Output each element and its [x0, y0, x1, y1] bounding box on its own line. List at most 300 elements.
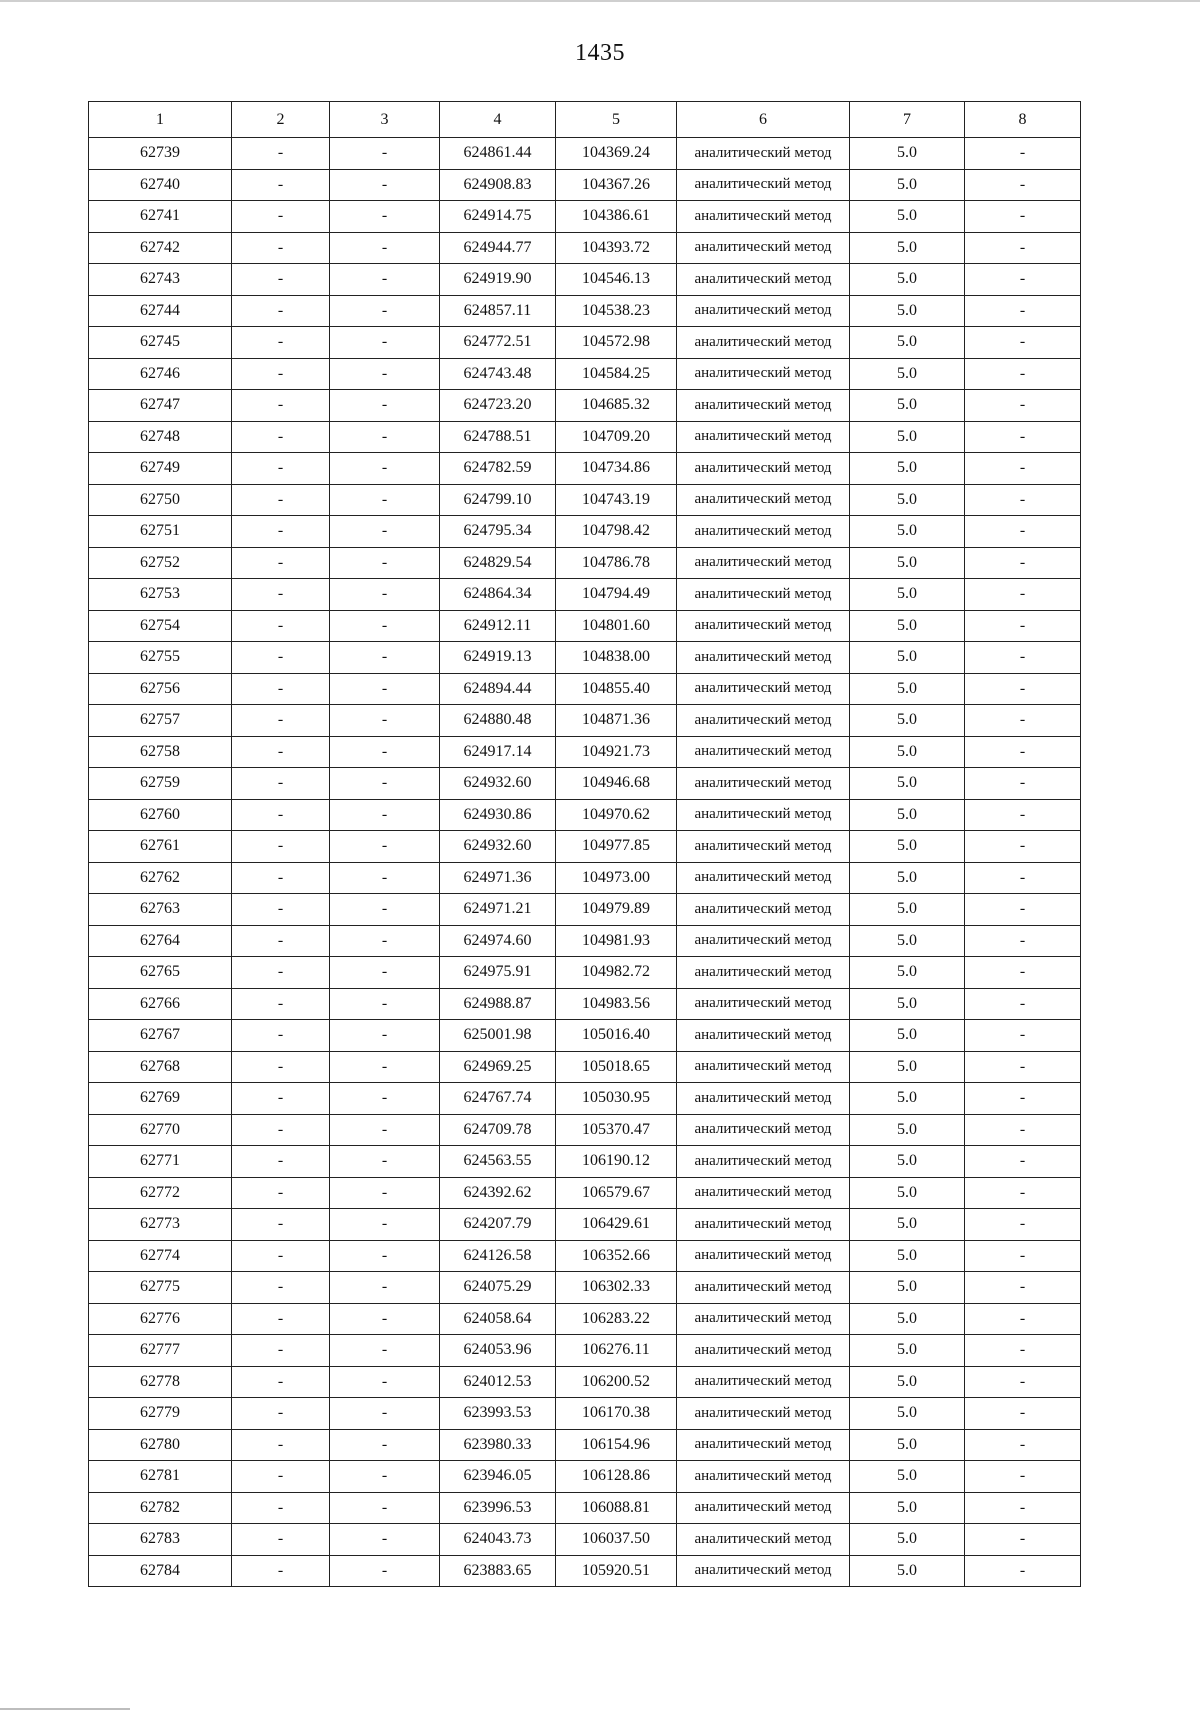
- col3-cell: -: [330, 642, 440, 674]
- x-coordinate-cell: 624971.21: [440, 894, 556, 926]
- col8-cell: -: [965, 799, 1081, 831]
- col3-cell: -: [330, 831, 440, 863]
- accuracy-cell: 5.0: [850, 547, 965, 579]
- col3-cell: -: [330, 988, 440, 1020]
- y-coordinate-cell: 104970.62: [556, 799, 677, 831]
- y-coordinate-cell: 106283.22: [556, 1303, 677, 1335]
- point-number-cell: 62765: [89, 957, 232, 989]
- y-coordinate-cell: 104369.24: [556, 138, 677, 170]
- col8-cell: -: [965, 894, 1081, 926]
- method-cell: аналитический метод: [677, 642, 850, 674]
- method-cell: аналитический метод: [677, 232, 850, 264]
- y-coordinate-cell: 105030.95: [556, 1083, 677, 1115]
- col8-cell: -: [965, 705, 1081, 737]
- point-number-cell: 62759: [89, 768, 232, 800]
- y-coordinate-cell: 106579.67: [556, 1177, 677, 1209]
- x-coordinate-cell: 624795.34: [440, 516, 556, 548]
- method-cell: аналитический метод: [677, 1555, 850, 1587]
- top-scan-rule: [0, 0, 1200, 2]
- point-number-cell: 62771: [89, 1146, 232, 1178]
- table-row: [89, 1555, 1081, 1587]
- accuracy-cell: 5.0: [850, 957, 965, 989]
- accuracy-cell: 5.0: [850, 736, 965, 768]
- method-cell: аналитический метод: [677, 264, 850, 296]
- method-cell: аналитический метод: [677, 201, 850, 233]
- method-cell: аналитический метод: [677, 1209, 850, 1241]
- col3-cell: -: [330, 390, 440, 422]
- point-number-cell: 62760: [89, 799, 232, 831]
- table-row: [89, 988, 1081, 1020]
- column-header: 6: [677, 102, 850, 138]
- x-coordinate-cell: 624829.54: [440, 547, 556, 579]
- y-coordinate-cell: 106037.50: [556, 1524, 677, 1556]
- col3-cell: -: [330, 138, 440, 170]
- point-number-cell: 62784: [89, 1555, 232, 1587]
- accuracy-cell: 5.0: [850, 1303, 965, 1335]
- y-coordinate-cell: 104981.93: [556, 925, 677, 957]
- point-number-cell: 62743: [89, 264, 232, 296]
- table-row: [89, 327, 1081, 359]
- table-row: [89, 1020, 1081, 1052]
- x-coordinate-cell: 624743.48: [440, 358, 556, 390]
- y-coordinate-cell: 104801.60: [556, 610, 677, 642]
- col8-cell: -: [965, 516, 1081, 548]
- method-cell: аналитический метод: [677, 799, 850, 831]
- accuracy-cell: 5.0: [850, 484, 965, 516]
- x-coordinate-cell: 624075.29: [440, 1272, 556, 1304]
- table-row: [89, 547, 1081, 579]
- point-number-cell: 62757: [89, 705, 232, 737]
- col2-cell: -: [232, 957, 330, 989]
- col2-cell: -: [232, 1555, 330, 1587]
- col2-cell: -: [232, 169, 330, 201]
- col3-cell: -: [330, 547, 440, 579]
- method-cell: аналитический метод: [677, 1303, 850, 1335]
- accuracy-cell: 5.0: [850, 1177, 965, 1209]
- col3-cell: -: [330, 1366, 440, 1398]
- col3-cell: -: [330, 1146, 440, 1178]
- method-cell: аналитический метод: [677, 1398, 850, 1430]
- column-header: 7: [850, 102, 965, 138]
- col2-cell: -: [232, 327, 330, 359]
- col2-cell: -: [232, 1114, 330, 1146]
- col2-cell: -: [232, 1146, 330, 1178]
- col8-cell: -: [965, 1366, 1081, 1398]
- y-coordinate-cell: 104685.32: [556, 390, 677, 422]
- x-coordinate-cell: 624975.91: [440, 957, 556, 989]
- col2-cell: -: [232, 1083, 330, 1115]
- col8-cell: -: [965, 925, 1081, 957]
- col8-cell: -: [965, 1020, 1081, 1052]
- x-coordinate-cell: 623980.33: [440, 1429, 556, 1461]
- accuracy-cell: 5.0: [850, 831, 965, 863]
- table-row: [89, 673, 1081, 705]
- method-cell: аналитический метод: [677, 1020, 850, 1052]
- table-row: [89, 1177, 1081, 1209]
- col8-cell: -: [965, 547, 1081, 579]
- col2-cell: -: [232, 1272, 330, 1304]
- col3-cell: -: [330, 169, 440, 201]
- y-coordinate-cell: 106429.61: [556, 1209, 677, 1241]
- accuracy-cell: 5.0: [850, 1429, 965, 1461]
- x-coordinate-cell: 624894.44: [440, 673, 556, 705]
- column-header: 2: [232, 102, 330, 138]
- col8-cell: -: [965, 1146, 1081, 1178]
- y-coordinate-cell: 104946.68: [556, 768, 677, 800]
- method-cell: аналитический метод: [677, 768, 850, 800]
- y-coordinate-cell: 104982.72: [556, 957, 677, 989]
- x-coordinate-cell: 624919.13: [440, 642, 556, 674]
- accuracy-cell: 5.0: [850, 579, 965, 611]
- col3-cell: -: [330, 201, 440, 233]
- col2-cell: -: [232, 1524, 330, 1556]
- table-row: [89, 1335, 1081, 1367]
- y-coordinate-cell: 106170.38: [556, 1398, 677, 1430]
- col8-cell: -: [965, 169, 1081, 201]
- accuracy-cell: 5.0: [850, 421, 965, 453]
- col8-cell: -: [965, 1335, 1081, 1367]
- table-row: [89, 957, 1081, 989]
- y-coordinate-cell: 104367.26: [556, 169, 677, 201]
- col8-cell: -: [965, 957, 1081, 989]
- method-cell: аналитический метод: [677, 610, 850, 642]
- col3-cell: -: [330, 1555, 440, 1587]
- point-number-cell: 62766: [89, 988, 232, 1020]
- table-row: [89, 1492, 1081, 1524]
- y-coordinate-cell: 105920.51: [556, 1555, 677, 1587]
- y-coordinate-cell: 105370.47: [556, 1114, 677, 1146]
- col3-cell: -: [330, 1272, 440, 1304]
- x-coordinate-cell: 624914.75: [440, 201, 556, 233]
- point-number-cell: 62775: [89, 1272, 232, 1304]
- table-row: [89, 831, 1081, 863]
- col8-cell: -: [965, 264, 1081, 296]
- accuracy-cell: 5.0: [850, 1020, 965, 1052]
- table-row: [89, 1303, 1081, 1335]
- point-number-cell: 62783: [89, 1524, 232, 1556]
- table-row: [89, 862, 1081, 894]
- x-coordinate-cell: 624912.11: [440, 610, 556, 642]
- y-coordinate-cell: 104979.89: [556, 894, 677, 926]
- col3-cell: -: [330, 1398, 440, 1430]
- point-number-cell: 62782: [89, 1492, 232, 1524]
- accuracy-cell: 5.0: [850, 642, 965, 674]
- col8-cell: -: [965, 1114, 1081, 1146]
- col2-cell: -: [232, 516, 330, 548]
- col3-cell: -: [330, 673, 440, 705]
- accuracy-cell: 5.0: [850, 390, 965, 422]
- method-cell: аналитический метод: [677, 1366, 850, 1398]
- y-coordinate-cell: 104973.00: [556, 862, 677, 894]
- x-coordinate-cell: 624988.87: [440, 988, 556, 1020]
- method-cell: аналитический метод: [677, 1240, 850, 1272]
- x-coordinate-cell: 624944.77: [440, 232, 556, 264]
- col2-cell: -: [232, 988, 330, 1020]
- y-coordinate-cell: 106088.81: [556, 1492, 677, 1524]
- col2-cell: -: [232, 1398, 330, 1430]
- header-row: [89, 102, 1081, 138]
- col2-cell: -: [232, 358, 330, 390]
- col3-cell: -: [330, 453, 440, 485]
- x-coordinate-cell: 624126.58: [440, 1240, 556, 1272]
- accuracy-cell: 5.0: [850, 768, 965, 800]
- x-coordinate-cell: 623996.53: [440, 1492, 556, 1524]
- y-coordinate-cell: 105016.40: [556, 1020, 677, 1052]
- col2-cell: -: [232, 232, 330, 264]
- point-number-cell: 62769: [89, 1083, 232, 1115]
- col3-cell: -: [330, 957, 440, 989]
- col8-cell: -: [965, 421, 1081, 453]
- table-row: [89, 579, 1081, 611]
- col3-cell: -: [330, 1335, 440, 1367]
- col2-cell: -: [232, 1209, 330, 1241]
- column-header: 5: [556, 102, 677, 138]
- y-coordinate-cell: 104538.23: [556, 295, 677, 327]
- y-coordinate-cell: 104572.98: [556, 327, 677, 359]
- method-cell: аналитический метод: [677, 327, 850, 359]
- accuracy-cell: 5.0: [850, 295, 965, 327]
- table-row: [89, 358, 1081, 390]
- table-row: [89, 232, 1081, 264]
- x-coordinate-cell: 624723.20: [440, 390, 556, 422]
- method-cell: аналитический метод: [677, 988, 850, 1020]
- accuracy-cell: 5.0: [850, 358, 965, 390]
- col8-cell: -: [965, 1177, 1081, 1209]
- method-cell: аналитический метод: [677, 169, 850, 201]
- col2-cell: -: [232, 453, 330, 485]
- col2-cell: -: [232, 1020, 330, 1052]
- col3-cell: -: [330, 484, 440, 516]
- col3-cell: -: [330, 1051, 440, 1083]
- point-number-cell: 62781: [89, 1461, 232, 1493]
- col8-cell: -: [965, 1303, 1081, 1335]
- y-coordinate-cell: 104734.86: [556, 453, 677, 485]
- y-coordinate-cell: 104709.20: [556, 421, 677, 453]
- col3-cell: -: [330, 1524, 440, 1556]
- x-coordinate-cell: 624392.62: [440, 1177, 556, 1209]
- x-coordinate-cell: 624563.55: [440, 1146, 556, 1178]
- col2-cell: -: [232, 1335, 330, 1367]
- point-number-cell: 62748: [89, 421, 232, 453]
- page-number: 1435: [575, 40, 625, 66]
- accuracy-cell: 5.0: [850, 232, 965, 264]
- accuracy-cell: 5.0: [850, 1366, 965, 1398]
- col3-cell: -: [330, 610, 440, 642]
- col2-cell: -: [232, 1461, 330, 1493]
- table-row: [89, 1461, 1081, 1493]
- coordinates-table: [88, 101, 1081, 1587]
- y-coordinate-cell: 104794.49: [556, 579, 677, 611]
- point-number-cell: 62776: [89, 1303, 232, 1335]
- table-row: [89, 264, 1081, 296]
- method-cell: аналитический метод: [677, 484, 850, 516]
- accuracy-cell: 5.0: [850, 1335, 965, 1367]
- x-coordinate-cell: 623883.65: [440, 1555, 556, 1587]
- y-coordinate-cell: 104921.73: [556, 736, 677, 768]
- point-number-cell: 62763: [89, 894, 232, 926]
- col2-cell: -: [232, 421, 330, 453]
- col8-cell: -: [965, 988, 1081, 1020]
- accuracy-cell: 5.0: [850, 610, 965, 642]
- method-cell: аналитический метод: [677, 894, 850, 926]
- col3-cell: -: [330, 736, 440, 768]
- table-row: [89, 1083, 1081, 1115]
- table-row: [89, 484, 1081, 516]
- col3-cell: -: [330, 295, 440, 327]
- col3-cell: -: [330, 264, 440, 296]
- table-row: [89, 610, 1081, 642]
- method-cell: аналитический метод: [677, 1335, 850, 1367]
- method-cell: аналитический метод: [677, 831, 850, 863]
- point-number-cell: 62747: [89, 390, 232, 422]
- accuracy-cell: 5.0: [850, 453, 965, 485]
- accuracy-cell: 5.0: [850, 705, 965, 737]
- x-coordinate-cell: 624919.90: [440, 264, 556, 296]
- point-number-cell: 62751: [89, 516, 232, 548]
- method-cell: аналитический метод: [677, 295, 850, 327]
- point-number-cell: 62779: [89, 1398, 232, 1430]
- col3-cell: -: [330, 768, 440, 800]
- col2-cell: -: [232, 579, 330, 611]
- table-row: [89, 453, 1081, 485]
- col2-cell: -: [232, 295, 330, 327]
- col8-cell: -: [965, 295, 1081, 327]
- column-header: 1: [89, 102, 232, 138]
- y-coordinate-cell: 105018.65: [556, 1051, 677, 1083]
- col8-cell: -: [965, 484, 1081, 516]
- y-coordinate-cell: 104743.19: [556, 484, 677, 516]
- col2-cell: -: [232, 1177, 330, 1209]
- x-coordinate-cell: 624932.60: [440, 831, 556, 863]
- point-number-cell: 62778: [89, 1366, 232, 1398]
- x-coordinate-cell: 624767.74: [440, 1083, 556, 1115]
- col8-cell: -: [965, 1492, 1081, 1524]
- x-coordinate-cell: 624709.78: [440, 1114, 556, 1146]
- table-row: [89, 925, 1081, 957]
- y-coordinate-cell: 104393.72: [556, 232, 677, 264]
- x-coordinate-cell: 624857.11: [440, 295, 556, 327]
- y-coordinate-cell: 106200.52: [556, 1366, 677, 1398]
- method-cell: аналитический метод: [677, 925, 850, 957]
- table-row: [89, 1524, 1081, 1556]
- accuracy-cell: 5.0: [850, 925, 965, 957]
- col3-cell: -: [330, 516, 440, 548]
- col3-cell: -: [330, 705, 440, 737]
- x-coordinate-cell: 624799.10: [440, 484, 556, 516]
- y-coordinate-cell: 106302.33: [556, 1272, 677, 1304]
- accuracy-cell: 5.0: [850, 862, 965, 894]
- table-row: [89, 1209, 1081, 1241]
- x-coordinate-cell: 624864.34: [440, 579, 556, 611]
- table-row: [89, 421, 1081, 453]
- method-cell: аналитический метод: [677, 390, 850, 422]
- accuracy-cell: 5.0: [850, 264, 965, 296]
- accuracy-cell: 5.0: [850, 1240, 965, 1272]
- method-cell: аналитический метод: [677, 1272, 850, 1304]
- table-row: [89, 1429, 1081, 1461]
- col3-cell: -: [330, 327, 440, 359]
- table-row: [89, 1366, 1081, 1398]
- x-coordinate-cell: 625001.98: [440, 1020, 556, 1052]
- point-number-cell: 62764: [89, 925, 232, 957]
- y-coordinate-cell: 104798.42: [556, 516, 677, 548]
- accuracy-cell: 5.0: [850, 1083, 965, 1115]
- table-row: [89, 1051, 1081, 1083]
- col3-cell: -: [330, 1020, 440, 1052]
- col8-cell: -: [965, 1461, 1081, 1493]
- method-cell: аналитический метод: [677, 862, 850, 894]
- col2-cell: -: [232, 610, 330, 642]
- col8-cell: -: [965, 1429, 1081, 1461]
- x-coordinate-cell: 624058.64: [440, 1303, 556, 1335]
- table-row: [89, 1240, 1081, 1272]
- method-cell: аналитический метод: [677, 138, 850, 170]
- accuracy-cell: 5.0: [850, 1492, 965, 1524]
- table-row: [89, 201, 1081, 233]
- method-cell: аналитический метод: [677, 1146, 850, 1178]
- table-row: [89, 1146, 1081, 1178]
- point-number-cell: 62768: [89, 1051, 232, 1083]
- col2-cell: -: [232, 925, 330, 957]
- point-number-cell: 62753: [89, 579, 232, 611]
- y-coordinate-cell: 104546.13: [556, 264, 677, 296]
- table-row: [89, 516, 1081, 548]
- table-body: [89, 138, 1081, 1587]
- col8-cell: -: [965, 453, 1081, 485]
- y-coordinate-cell: 104977.85: [556, 831, 677, 863]
- x-coordinate-cell: 623946.05: [440, 1461, 556, 1493]
- table-row: [89, 705, 1081, 737]
- y-coordinate-cell: 104584.25: [556, 358, 677, 390]
- table-row: [89, 390, 1081, 422]
- accuracy-cell: 5.0: [850, 1398, 965, 1430]
- method-cell: аналитический метод: [677, 1051, 850, 1083]
- point-number-cell: 62755: [89, 642, 232, 674]
- col2-cell: -: [232, 1240, 330, 1272]
- method-cell: аналитический метод: [677, 1083, 850, 1115]
- accuracy-cell: 5.0: [850, 201, 965, 233]
- column-header: 4: [440, 102, 556, 138]
- method-cell: аналитический метод: [677, 736, 850, 768]
- method-cell: аналитический метод: [677, 1114, 850, 1146]
- point-number-cell: 62746: [89, 358, 232, 390]
- col8-cell: -: [965, 862, 1081, 894]
- point-number-cell: 62745: [89, 327, 232, 359]
- x-coordinate-cell: 624772.51: [440, 327, 556, 359]
- col3-cell: -: [330, 1303, 440, 1335]
- table-row: [89, 138, 1081, 170]
- col8-cell: -: [965, 768, 1081, 800]
- col3-cell: -: [330, 925, 440, 957]
- col2-cell: -: [232, 705, 330, 737]
- col8-cell: -: [965, 831, 1081, 863]
- col3-cell: -: [330, 799, 440, 831]
- table-row: [89, 1398, 1081, 1430]
- column-header: 8: [965, 102, 1081, 138]
- x-coordinate-cell: 624930.86: [440, 799, 556, 831]
- accuracy-cell: 5.0: [850, 1524, 965, 1556]
- col2-cell: -: [232, 1366, 330, 1398]
- point-number-cell: 62777: [89, 1335, 232, 1367]
- point-number-cell: 62739: [89, 138, 232, 170]
- col2-cell: -: [232, 831, 330, 863]
- x-coordinate-cell: 624880.48: [440, 705, 556, 737]
- col2-cell: -: [232, 201, 330, 233]
- method-cell: аналитический метод: [677, 453, 850, 485]
- point-number-cell: 62767: [89, 1020, 232, 1052]
- x-coordinate-cell: 624043.73: [440, 1524, 556, 1556]
- table-row: [89, 768, 1081, 800]
